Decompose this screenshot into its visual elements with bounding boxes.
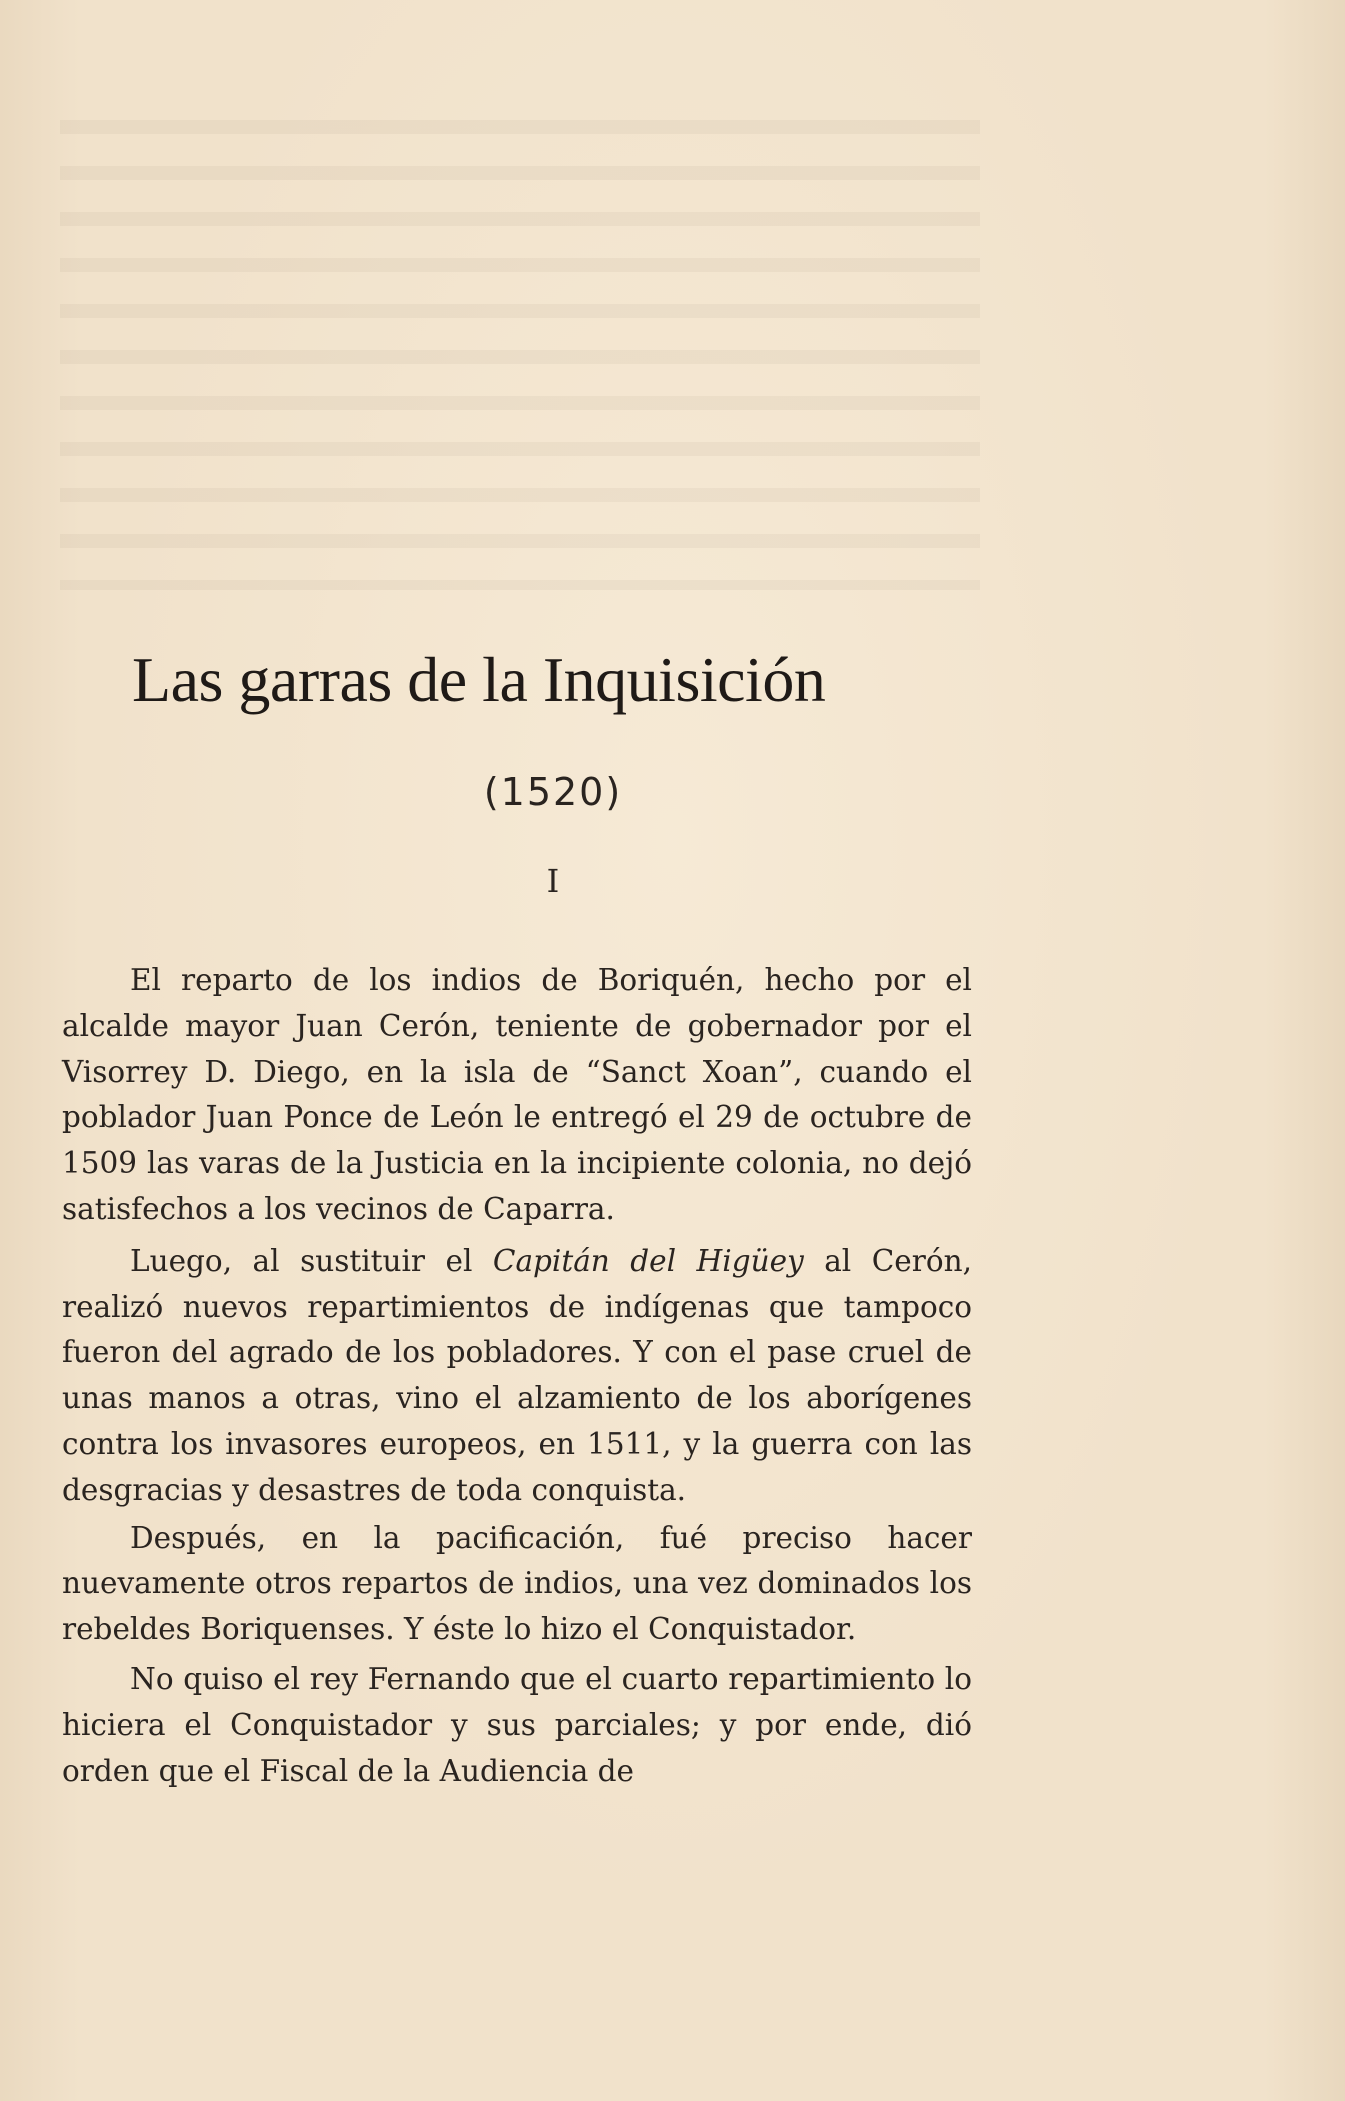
paragraph-text: al Cerón, realizó nuevos repartimientos de indígenas que tampoco fueron del agrado de los pobladores. Y con el pase cruel de unas manos a otras, vino el alzamiento de los aborígenes contra los invasores europeos, en 1511, y la guerra con las desgracias y desastres de toda conquista. (62, 1243, 972, 1507)
paragraph-text: Luego, al sustituir el (130, 1243, 493, 1278)
paragraph: Después, en la pacificación, fué preciso hacer nuevamente otros repartos de indios, una vez dominados los rebeldes Boriquenses. Y éste lo hizo el Conquistador. (62, 1520, 972, 1647)
chapter-title: Las garras de la Inquisición (132, 644, 826, 715)
paragraph: No quiso el rey Fernando que el cuarto repartimiento lo hiciera el Conquistador y sus parciales; y por ende, dió orden que el Fiscal de la Audiencia de (62, 1661, 972, 1788)
body-text (62, 958, 972, 1794)
paragraph: El reparto de los indios de Boriquén, hecho por el alcalde mayor Juan Cerón, teniente de gobernador por el Visorrey D. Diego, en la isla de “Sanct Xoan”, cuando el poblador Juan Ponce de León le entregó el 29 de octubre de 1509 las varas de la Justicia en la incipiente colonia, no dejó satisfechos a los vecinos de Caparra. (62, 963, 972, 1226)
chapter-year: (1520) (483, 770, 623, 814)
paragraph (62, 1239, 972, 1514)
section-number: I (546, 862, 560, 900)
italic-phrase: Capitán del Higüey (492, 1243, 804, 1278)
bleed-through-text (60, 120, 980, 590)
